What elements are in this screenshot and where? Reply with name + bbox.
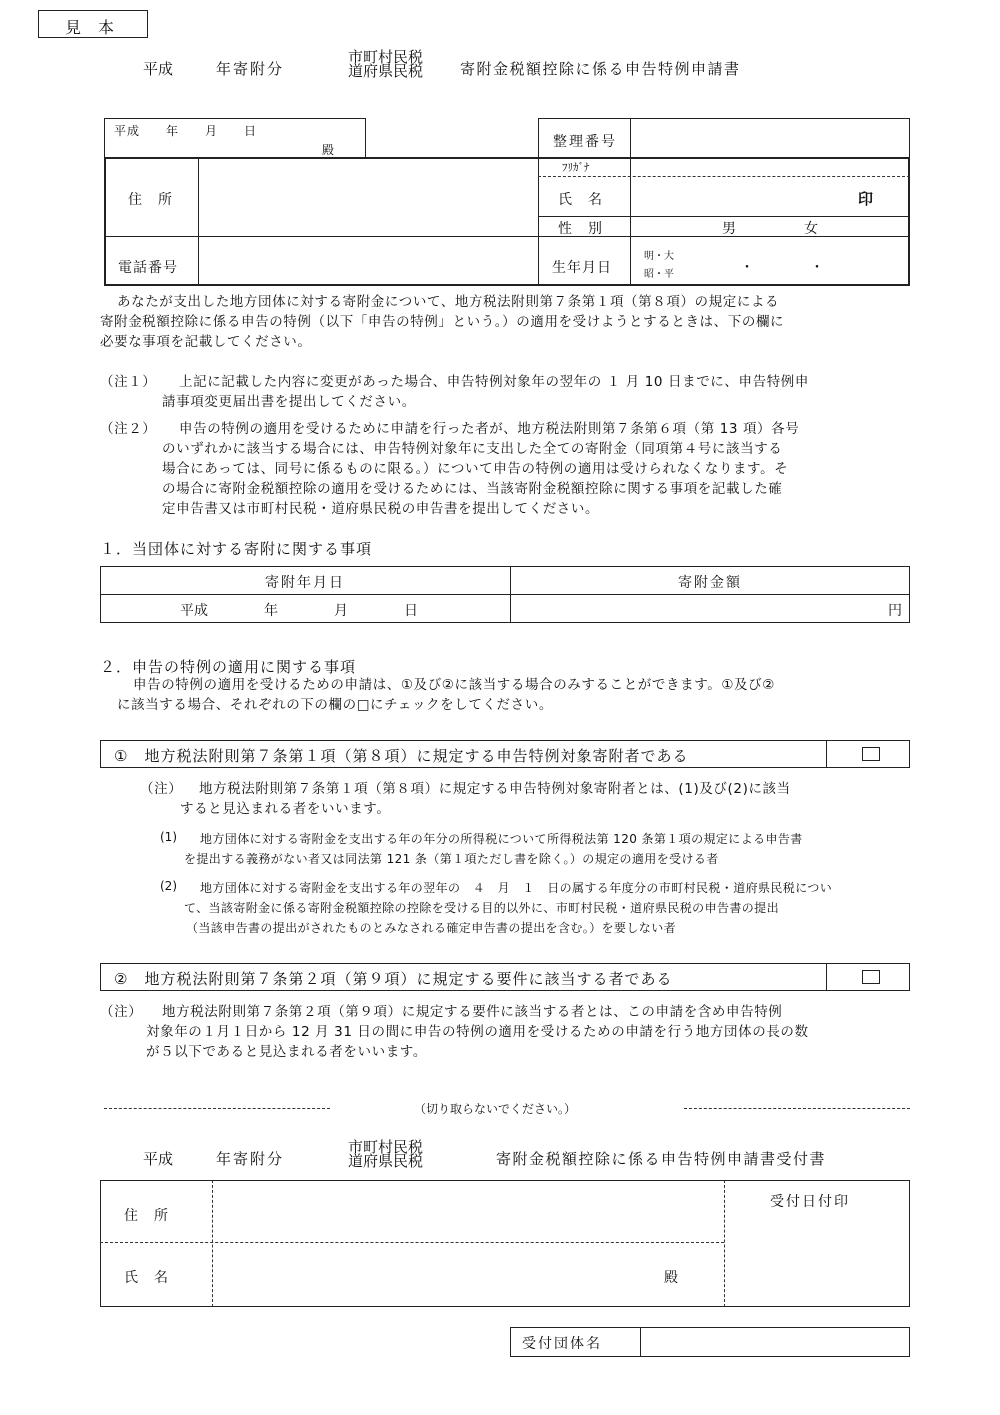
birth-era-1[interactable]: 明・大	[644, 251, 674, 262]
section2-desc-1: 申告の特例の適用を受けるための申請は、①及び②に該当する場合のみすることができます。①及び②	[133, 677, 775, 693]
item2-note-label: （注）	[100, 1004, 143, 1020]
receipt-address-field[interactable]	[215, 1182, 721, 1240]
birth-label: 生年月日	[552, 260, 612, 276]
sub2-line-1: 地方団体に対する寄附金を支出する年の翌年の ４ 月 １ 日の属する年度分の市町村民税・道府県民税につい	[200, 881, 833, 895]
sample-label-box	[38, 10, 148, 38]
cut-line-left	[104, 1108, 330, 1109]
receipt-era: 平成	[143, 1150, 174, 1168]
addressee-date: 平成 年 月 日	[114, 124, 258, 138]
address-field[interactable]	[200, 159, 536, 235]
header-tax-line2: 道府県民税	[348, 62, 424, 80]
cut-line-text: （切り取らないでください。）	[414, 1102, 577, 1116]
item2-text: ② 地方税法附則第７条第２項（第９項）に規定する要件に該当する者である	[114, 970, 673, 988]
gender-female[interactable]: 女	[804, 221, 818, 237]
receipt-name-field[interactable]	[215, 1245, 655, 1303]
receipt-tax-line1: 市町村民税	[348, 1138, 424, 1156]
seal-mark: 印	[858, 190, 874, 208]
sub1-line-1: 地方団体に対する寄附金を支出する年の年分の所得税について所得税法第 120 条第１項の規定による申告書	[200, 832, 803, 846]
furigana-label: ﾌﾘｶﾞﾅ	[562, 161, 590, 174]
item1-note-line-2: すると見込まれる者をいいます。	[180, 801, 391, 817]
donation-date-value[interactable]: 平成 年 月 日	[180, 603, 418, 619]
intro-line-3: 必要な事項を記載してください。	[100, 334, 312, 350]
yen-label: 円	[888, 603, 902, 619]
addressee-dono: 殿	[322, 143, 335, 157]
section2-desc-2: に該当する場合、それぞれの下の欄の□にチェックをしてください。	[117, 697, 553, 713]
receipt-org-field[interactable]	[643, 1329, 907, 1355]
item1-note-label: （注）	[140, 781, 183, 797]
section1-heading: １．当団体に対する寄附に関する事項	[100, 540, 373, 558]
receipt-year-label: 年寄附分	[216, 1150, 285, 1168]
donation-amount-field[interactable]	[512, 596, 882, 621]
item2-note-line-3: が５以下であると見込まれる者をいいます。	[146, 1044, 427, 1060]
note2-line-3: 場合にあっては、同号に係るものに限る。）について申告の特例の適用は受けられなくなります。そ	[162, 461, 789, 477]
name-field[interactable]	[632, 178, 852, 215]
note2-line-4: の場合に寄附金税額控除の適用を受けるためには、当該寄附金税額控除に関する事項を記載した確	[162, 481, 783, 497]
note1-line-2: 請事項変更届出書を提出してください。	[162, 394, 416, 410]
sub1-label: (1)	[160, 830, 177, 844]
col-donation-amount: 寄附金額	[678, 575, 742, 591]
note2-line-2: のいずれかに該当する場合には、申告特例対象年に支出した全ての寄附金（同項第４号に該当する	[162, 441, 783, 457]
receipt-org-label: 受付団体名	[522, 1336, 602, 1352]
note2-line-5: 定申告書又は市町村民税・道府県民税の申告書を提出してください。	[162, 501, 600, 517]
header-tax-line1: 市町村民税	[348, 48, 424, 66]
intro-line-2: 寄附金税額控除に係る申告の特例（以下「申告の特例」という。）の適用を受けようとするときは、下の欄に	[100, 314, 785, 330]
note2-label: （注２）	[100, 421, 157, 437]
item2-checkbox[interactable]	[862, 970, 880, 984]
phone-label: 電話番号	[118, 260, 178, 276]
item2-note-line-2: 対象年の１月１日から 12 月 31 日の間に申告の特例の適用を受けるための申請を行う地方団体の長の数	[146, 1024, 809, 1040]
cut-line-right	[684, 1108, 910, 1109]
furigana-field[interactable]	[632, 159, 908, 175]
sub2-line-2: て、当該寄附金に係る寄附金税額控除の控除を受ける目的以外に、市町村民税・道府県民税の申告書の提出	[184, 901, 779, 915]
col-donation-date: 寄附年月日	[265, 575, 345, 591]
receipt-tax-line2: 道府県民税	[348, 1152, 424, 1170]
receipt-name-label: 氏 名	[124, 1270, 169, 1286]
birth-dots[interactable]: ・ ・	[740, 260, 824, 276]
address-label: 住 所	[128, 192, 173, 208]
phone-field[interactable]	[200, 238, 536, 284]
page-title: 寄附金税額控除に係る申告特例申請書	[460, 60, 741, 78]
gender-male[interactable]: 男	[722, 221, 736, 237]
sub1-line-2: を提出する義務がない者又は同法第 121 条（第１項ただし書を除く。）の規定の適用を受ける者	[184, 852, 719, 866]
birth-era-2[interactable]: 昭・平	[644, 269, 674, 280]
intro-line-1: あなたが支出した地方団体に対する寄附金について、地方税法附則第７条第１項（第８項）の規定による	[117, 294, 780, 310]
seiri-label: 整理番号	[553, 134, 617, 150]
item1-text: ① 地方税法附則第７条第１項（第８項）に規定する申告特例対象寄附者である	[114, 747, 689, 765]
section2-heading: ２．申告の特例の適用に関する事項	[100, 658, 357, 676]
header-era: 平成	[143, 60, 174, 78]
receipt-title: 寄附金税額控除に係る申告特例申請書受付書	[496, 1150, 827, 1168]
sub2-label: (2)	[160, 879, 177, 893]
name-label: 氏 名	[558, 192, 603, 208]
note1-label: （注１）	[100, 374, 157, 390]
sample-label: 見 本	[64, 18, 121, 37]
item2-note-line-1: 地方税法附則第７条第２項（第９項）に規定する要件に該当する者とは、この申請を含め申告特例	[162, 1004, 783, 1020]
note1-line-1: 上記に記載した内容に変更があった場合、申告特例対象年の翌年の １ 月 10 日までに、申告特例申	[179, 374, 810, 390]
receipt-address-label: 住 所	[124, 1208, 169, 1224]
header-year-label: 年寄附分	[216, 60, 285, 78]
gender-label: 性 別	[558, 221, 603, 237]
item1-checkbox[interactable]	[862, 747, 880, 761]
receipt-dono: 殿	[664, 1270, 678, 1286]
item1-note-line-1: 地方税法附則第７条第１項（第８項）に規定する申告特例対象寄附者とは、(1)及び(2)に該当	[199, 781, 791, 797]
sub2-line-3: （当該申告書の提出がされたものとみなされる確定申告書の提出を含む。）を要しない者	[186, 921, 677, 935]
note2-line-1: 申告の特例の適用を受けるために申請を行った者が、地方税法附則第７条第６項（第 13 項）各号	[179, 421, 800, 437]
receipt-stamp-label: 受付日付印	[770, 1194, 850, 1210]
